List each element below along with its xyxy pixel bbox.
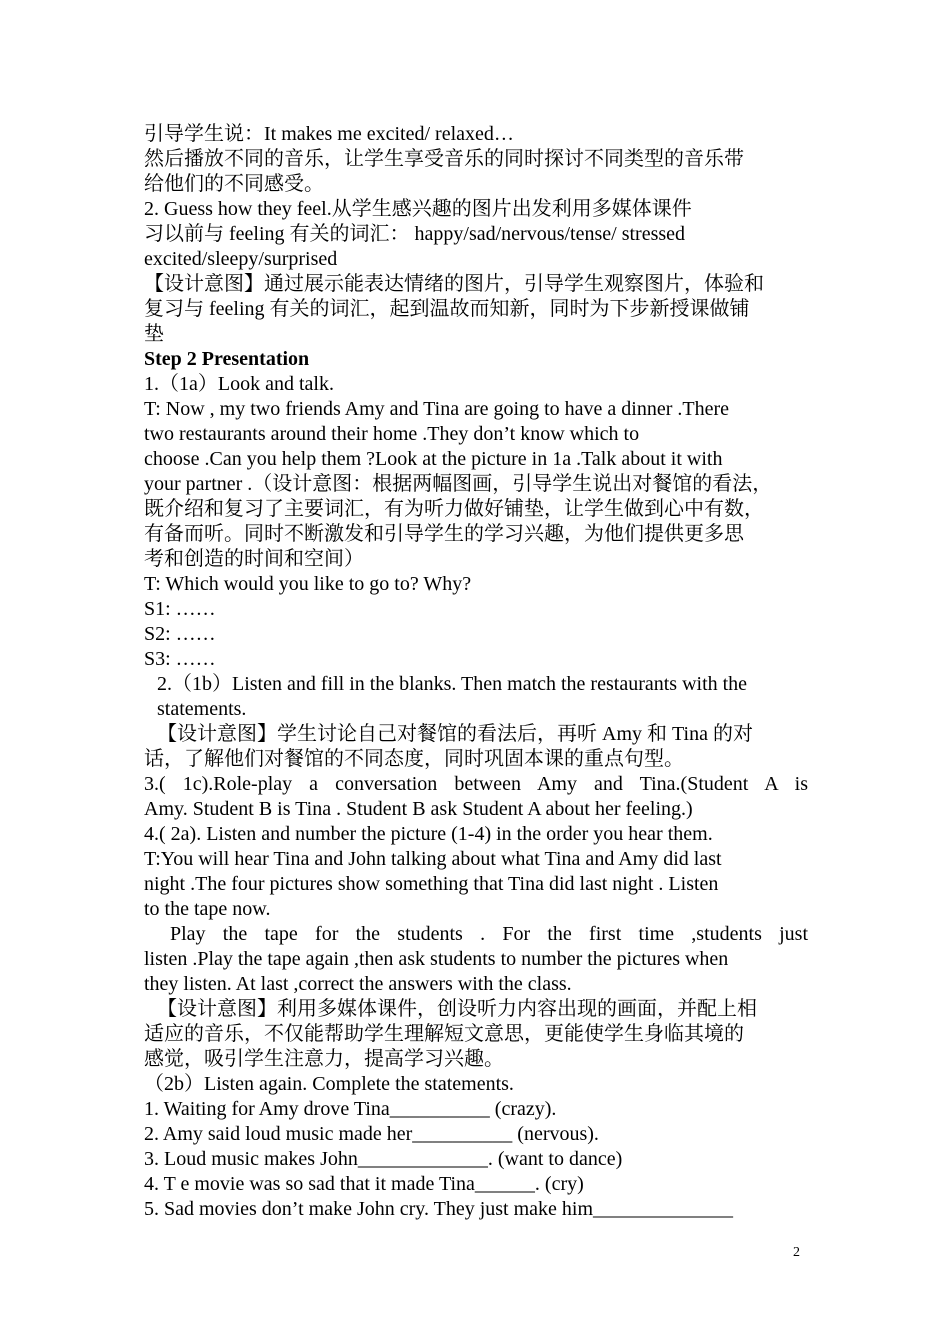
text-line: two restaurants around their home .They don’t know which to [144, 423, 640, 445]
text-line: listen .Play the tape again ,then ask students to number the pictures when [144, 948, 729, 970]
text-line: night .The four pictures show something that Tina did last night . Listen [144, 873, 719, 895]
text-line: statements. [157, 698, 247, 720]
text-line: choose .Can you help them ?Look at the picture in 1a .Talk about it with [144, 448, 723, 470]
text-line: your partner .（设计意图：根据两幅图画，引导学生说出对餐馆的看法， [144, 473, 773, 495]
text-line: 【设计意图】学生讨论自己对餐馆的看法后，再听 Amy 和 Tina 的对 [157, 723, 753, 745]
text-line: 复习与 feeling 有关的词汇，起到温故而知新，同时为下步新授课做铺 [144, 298, 750, 320]
page-number: 2 [793, 1245, 800, 1260]
exercise-item: 4. T e movie was so sad that it made Tina______. (cry) [144, 1173, 584, 1195]
text-line: 有备而听。同时不断激发和引导学生的学习兴趣，为他们提供更多思 [144, 523, 744, 545]
text-line: （2b）Listen again. Complete the statements. [144, 1073, 514, 1095]
text-line: T:You will hear Tina and John talking about what Tina and Amy did last [144, 848, 722, 870]
text-line: S2: …… [144, 623, 216, 645]
text-line: Amy. Student B is Tina . Student B ask Student A about her feeling.) [144, 798, 693, 820]
text-line: excited/sleepy/surprised [144, 248, 338, 270]
text-line: 2.（1b）Listen and fill in the blanks. Then match the restaurants with the [157, 673, 748, 695]
exercise-item: 2. Amy said loud music made her__________ (nervous). [144, 1123, 599, 1145]
text-line: 话，了解他们对餐馆的不同态度，同时巩固本课的重点句型。 [144, 748, 684, 770]
text-line: 习以前与 feeling 有关的词汇： happy/sad/nervous/tense/ stressed [144, 223, 686, 245]
text-line: 考和创造的时间和空间） [144, 548, 364, 570]
text-line: S3: …… [144, 648, 216, 670]
text-line: Play the tape for the students . For the first time ,students just [170, 923, 808, 945]
document-body [144, 122, 808, 1222]
exercise-item: 5. Sad movies don’t make John cry. They just make him______________ [144, 1198, 734, 1220]
text-line: 然后播放不同的音乐，让学生享受音乐的同时探讨不同类型的音乐带 [144, 148, 744, 170]
exercise-item: 3. Loud music makes John_____________. (want to dance) [144, 1148, 623, 1170]
text-line: they listen. At last ,correct the answers with the class. [144, 973, 572, 995]
text-line: 2. Guess how they feel.从学生感兴趣的图片出发利用多媒体课件 [144, 198, 692, 220]
text-line: 【设计意图】利用多媒体课件，创设听力内容出现的画面，并配上相 [157, 998, 757, 1020]
text-line: 1.（1a）Look and talk. [144, 373, 334, 395]
text-line: to the tape now. [144, 898, 271, 920]
text-line: 4.( 2a). Listen and number the picture (1-4) in the order you hear them. [144, 823, 713, 845]
text-line: 垫 [144, 323, 164, 345]
text-line: 【设计意图】通过展示能表达情绪的图片，引导学生观察图片，体验和 [144, 273, 764, 295]
exercise-item: 1. Waiting for Amy drove Tina__________ (crazy). [144, 1098, 557, 1120]
section-heading: Step 2 Presentation [144, 348, 310, 370]
text-line: 3.( 1c).Role-play a conversation between Amy and Tina.(Student A is [144, 773, 808, 795]
text-line: 给他们的不同感受。 [144, 173, 324, 195]
text-line: T: Now , my two friends Amy and Tina are going to have a dinner .There [144, 398, 729, 420]
text-line: S1: …… [144, 598, 216, 620]
text-line: 适应的音乐，不仅能帮助学生理解短文意思，更能使学生身临其境的 [144, 1023, 744, 1045]
text-line: 引导学生说：It makes me excited/ relaxed… [144, 123, 514, 145]
text-line: 感觉，吸引学生注意力，提高学习兴趣。 [144, 1048, 504, 1070]
text-line: 既介绍和复习了主要词汇，有为听力做好铺垫，让学生做到心中有数， [144, 498, 764, 520]
text-line: T: Which would you like to go to? Why? [144, 573, 472, 595]
